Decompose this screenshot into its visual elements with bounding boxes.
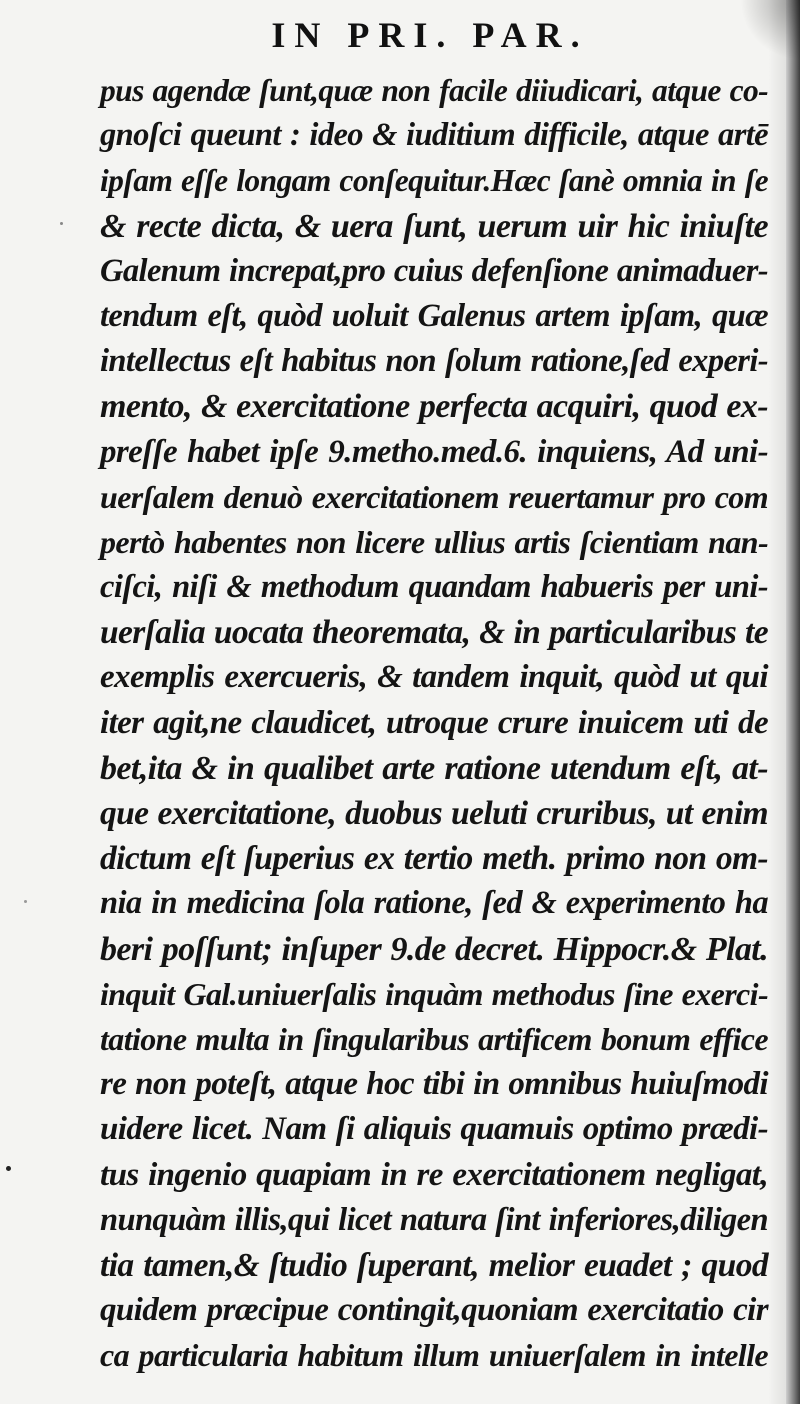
text-line: inquit Gal.uniuerſalis inquàm methodus ſine exerci-: [100, 975, 768, 1012]
body-text: [100, 68, 768, 1378]
text-line: Galenum increpat,pro cuius defenſione animaduer-: [100, 252, 768, 289]
text-line: pertò habentes non licere ullius artis ſcientiam nan-: [100, 523, 768, 560]
text-line: dictum eſt ſuperius ex tertio meth. primo non om-: [100, 840, 768, 878]
text-line: bet,ita & in qualibet arte ratione utendum eſt, at-: [100, 749, 768, 787]
text-line: preſſe habet ipſe 9.metho.med.6. inquiens, Ad uni-: [100, 433, 768, 470]
text-line: exemplis exercueris, & tandem inquit, quòd ut qui: [100, 659, 768, 696]
text-line: gnoſci queunt : ideo & iuditium difficile, atque artē: [100, 117, 768, 154]
ink-speck: [24, 900, 27, 903]
running-head: IN PRI. PAR.: [271, 15, 589, 55]
text-line: que exercitatione, duobus ueluti cruribus, ut enim: [100, 795, 768, 832]
text-line: tia tamen,& ſtudio ſuperant, melior euadet ; quod: [100, 1246, 768, 1284]
text-line: intellectus eſt habitus non ſolum ratione,ſed experi-: [100, 343, 768, 380]
text-line: mento, & exercitatione perfecta acquiri, quod ex-: [100, 388, 768, 426]
text-line: pus agendæ ſunt,quæ non facile diiudicari, atque co-: [100, 73, 768, 108]
text-line: tus ingenio quapiam in re exercitationem negligat,: [100, 1156, 768, 1193]
text-line: uerſalia uocata theoremata, & in particularibus te: [100, 614, 768, 652]
text-line: ciſci, niſi & methodum quandam habueris per uni-: [100, 569, 768, 606]
text-line: & recte dicta, & uera ſunt, uerum uir hic iniuſte: [100, 207, 768, 245]
text-line: nia in medicina ſola ratione, ſed & experimento ha: [100, 885, 768, 922]
text-line: beri poſſunt; inſuper 9.de decret. Hippocr.& Plat.: [100, 930, 768, 968]
ink-speck: [60, 222, 63, 225]
text-line: quidem præcipue contingit,quoniam exercitatio cir: [100, 1292, 768, 1329]
page-gutter-shadow: [768, 0, 786, 1404]
text-line: nunquàm illis,qui licet natura ſint inferiores,diligen: [100, 1201, 768, 1238]
text-line: tendum eſt, quòd uoluit Galenus artem ipſam, quæ: [100, 297, 768, 334]
text-line: ipſam eſſe longam conſequitur.Hæc ſanè omnia in ſe: [100, 163, 768, 199]
text-line: ca particularia habitum illum uniuerſalem in intelle: [100, 1337, 768, 1374]
scan-edge: [786, 0, 800, 1404]
text-line: uerſalem denuò exercitationem reuertamur pro com: [100, 478, 768, 515]
ink-speck: [6, 1166, 11, 1171]
text-line: uidere licet. Nam ſi aliquis quamuis optimo prædi-: [100, 1111, 768, 1148]
text-line: iter agit,ne claudicet, utroque crure inuicem uti de: [100, 704, 768, 741]
text-line: tatione multa in ſingularibus artificem bonum effice: [100, 1020, 768, 1057]
text-line: re non poteſt, atque hoc tibi in omnibus huiuſmodi: [100, 1066, 768, 1103]
